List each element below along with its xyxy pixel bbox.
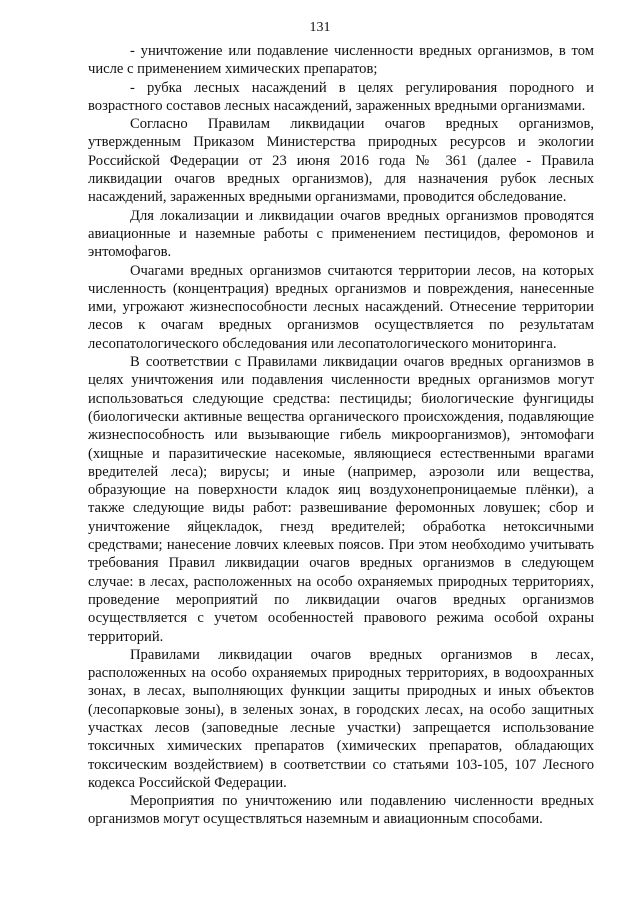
paragraph-localization-works: Для локализации и ликвидации очагов вредных организмов проводятся авиационные и наземные работы с применением пестицидов, феромонов и энтомофагов. bbox=[88, 207, 594, 261]
paragraph-rules-survey: Согласно Правилам ликвидации очагов вредных организмов, утвержденным Приказом Министерства природных ресурсов и экологии Российской Федерации от 23 июня 2016 года № 361 (далее - Правила ликвидации очагов вредных организмов), для назначения рубок лесных насаждений, зараженных вредными организмами, проводится обследование. bbox=[88, 116, 594, 206]
paragraph-protected-areas-ban: Правилами ликвидации очагов вредных организмов в лесах, расположенных на особо охраняемых природных территориях, в водоохранных зонах, в лесах, выполняющих функции защиты природных и иных объектов (лесопарковые зоны), в зеленых зонах, в городских лесах, на особо защитных участках лесов (заповедные лесные участки) запрещается использование токсичных химических препаратов (химических препаратов, обладающих токсическим воздействием) в соответствии со статьями 103-105, 107 Лесного кодекса Российской Федерации. bbox=[88, 646, 594, 791]
paragraph-felling-infected-stands: - рубка лесных насаждений в целях регулирования породного и возрастного составов лесных насаждений, зараженных вредными организмами. bbox=[88, 79, 594, 114]
document-body bbox=[88, 42, 594, 829]
paragraph-pest-foci-definition: Очагами вредных организмов считаются территории лесов, на которых численность (концентрация) вредных организмов и повреждения, нанесенные ими, угрожают жизнеспособности лесных насаждений. Отнесение территории лесов к очагам вредных организмов осуществляется по результатам лесопатологического обследования или лесопатологического мониторинга. bbox=[88, 262, 594, 352]
paragraph-destruction-of-pests: - уничтожение или подавление численности вредных организмов, в том числе с применением химических препаратов; bbox=[88, 43, 594, 78]
paragraph-ground-and-aerial-methods: Мероприятия по уничтожению или подавлению численности вредных организмов могут осуществляться наземным и авиационным способами. bbox=[88, 793, 594, 828]
page-number: 131 bbox=[309, 20, 331, 35]
paragraph-permitted-means: В соответствии с Правилами ликвидации очагов вредных организмов в целях уничтожения или подавления численности вредных организмов могут использоваться следующие средства: пестициды; биологические фунгициды (биологически активные вещества органического происхождения, подавляющие жизнеспособность или вызывающие гибель микроорганизмов), энтомофаги (хищные и паразитические насекомые, являющиеся естественными врагами вредителей леса); вирусы; и иные (например, аэрозоли или вещества, образующие на поверхности кладок яиц воздухонепроницаемые плёнки), а также следующие виды работ: развешивание феромонных ловушек; сбор и уничтожение яйцекладок, гнезд вредителей; обработка нетоксичными средствами; нанесение ловчих клеевых поясов. При этом необходимо учитывать требования Правил ликвидации очагов вредных организмов в следующем случае: в лесах, расположенных на особо охраняемых природных территориях, проведение мероприятий по ликвидации очагов вредных организмов осуществляется с учетом особенностей правового режима особой охраны территорий. bbox=[88, 354, 594, 645]
